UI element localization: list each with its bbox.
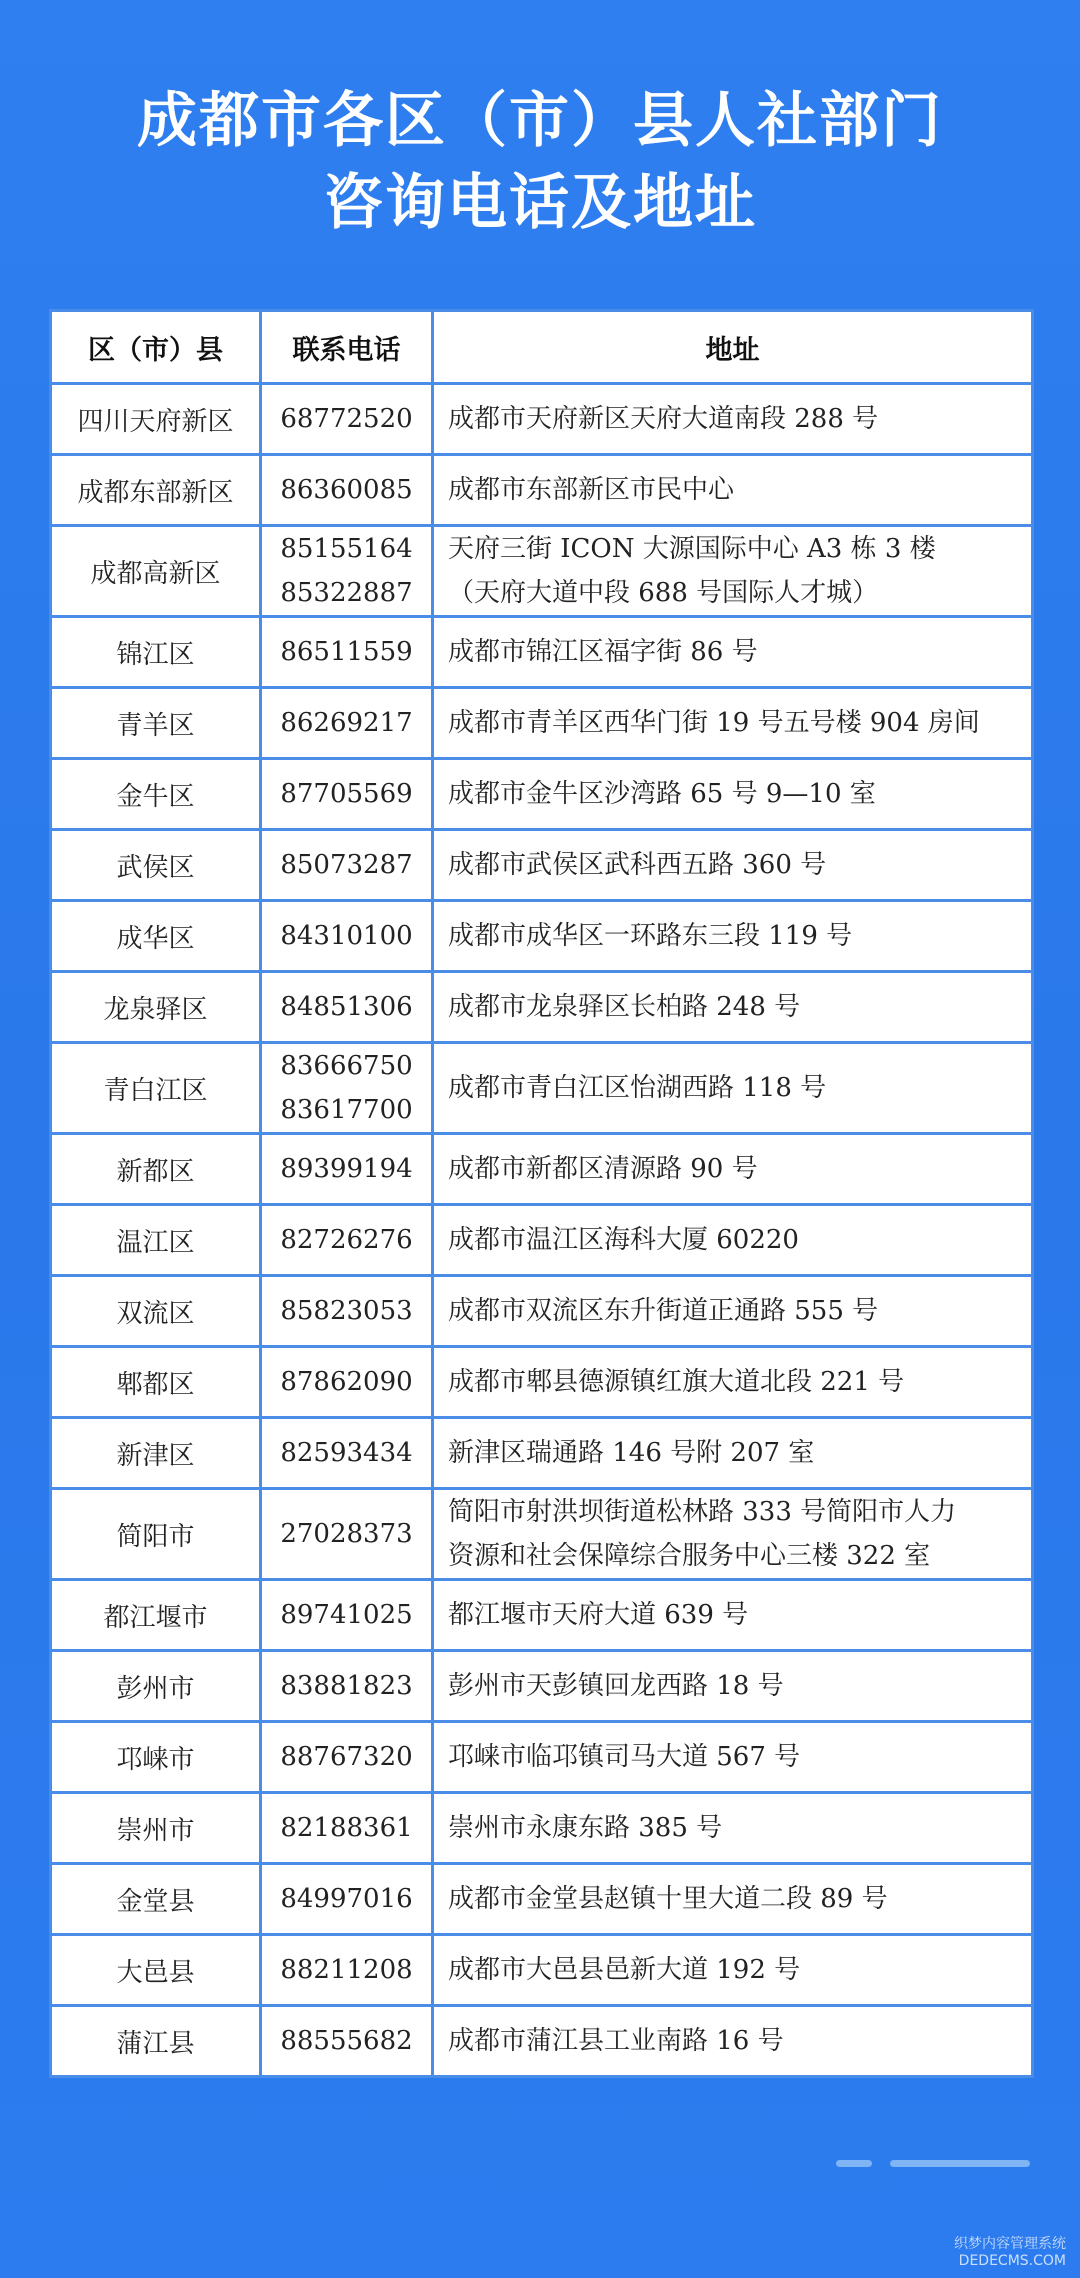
address-line: 成都市大邑县邑新大道 192 号: [448, 1955, 801, 1985]
phone-number: 88211208: [280, 1955, 413, 1985]
address-line: 成都市武侯区武科西五路 360 号: [448, 850, 827, 880]
address-cell: [433, 1864, 1033, 1935]
table-row: [51, 1205, 1033, 1276]
table-row: [51, 688, 1033, 759]
phone-cell: [261, 1489, 433, 1580]
phone-number: 86360085: [280, 475, 413, 505]
watermark: [954, 2236, 1066, 2270]
address-cell: [433, 526, 1033, 617]
phone-number: 85155164: [280, 534, 413, 564]
decor-dash-short: [836, 2160, 872, 2167]
phone-cell: [261, 1864, 433, 1935]
table-row: [51, 1793, 1033, 1864]
page-title: [0, 80, 1080, 244]
address-cell: [433, 384, 1033, 455]
address-cell: [433, 759, 1033, 830]
table-row: [51, 759, 1033, 830]
district-cell: 崇州市: [51, 1793, 261, 1864]
phone-number: 82188361: [280, 1813, 413, 1843]
address-line: 天府三街 ICON 大源国际中心 A3 栋 3 楼: [448, 534, 936, 564]
district-cell: 金堂县: [51, 1864, 261, 1935]
address-cell: [433, 1793, 1033, 1864]
address-line: 成都市金牛区沙湾路 65 号 9—10 室: [448, 779, 876, 809]
address-line: 新津区瑞通路 146 号附 207 室: [448, 1438, 815, 1468]
district-cell: 锦江区: [51, 617, 261, 688]
address-cell: [433, 1489, 1033, 1580]
address-line: 成都市锦江区福字街 86 号: [448, 637, 758, 667]
address-line: 成都市成华区一环路东三段 119 号: [448, 921, 853, 951]
district-cell: 青羊区: [51, 688, 261, 759]
phone-number: 82593434: [280, 1438, 413, 1468]
watermark-line-1: 织梦内容管理系统: [954, 2236, 1066, 2252]
contact-table: [49, 309, 1034, 2078]
phone-number: 86511559: [280, 637, 413, 667]
phone-cell: [261, 1793, 433, 1864]
phone-cell: [261, 1347, 433, 1418]
table-row: [51, 1043, 1033, 1134]
phone-number: 83617700: [280, 1095, 413, 1125]
table-row: [51, 455, 1033, 526]
table-row: [51, 1864, 1033, 1935]
address-cell: [433, 1043, 1033, 1134]
address-cell: [433, 617, 1033, 688]
phone-cell: [261, 1722, 433, 1793]
address-line: 崇州市永康东路 385 号: [448, 1813, 723, 1843]
phone-cell: [261, 1651, 433, 1722]
phone-cell: [261, 901, 433, 972]
district-cell: 成华区: [51, 901, 261, 972]
address-line: 邛崃市临邛镇司马大道 567 号: [448, 1742, 801, 1772]
address-line: 成都市双流区东升街道正通路 555 号: [448, 1296, 879, 1326]
table-body: [51, 384, 1033, 2077]
address-line: 成都市青白江区怡湖西路 118 号: [448, 1073, 827, 1103]
address-cell: [433, 1205, 1033, 1276]
address-cell: [433, 830, 1033, 901]
district-cell: 都江堰市: [51, 1580, 261, 1651]
decor-dash-long: [890, 2160, 1030, 2167]
address-cell: [433, 2006, 1033, 2077]
phone-number: 82726276: [280, 1225, 413, 1255]
address-line: 资源和社会保障综合服务中心三楼 322 室: [448, 1541, 931, 1571]
address-cell: [433, 1134, 1033, 1205]
phone-cell: [261, 617, 433, 688]
phone-cell: [261, 830, 433, 901]
table-row: [51, 1489, 1033, 1580]
phone-cell: [261, 1043, 433, 1134]
table-row: [51, 617, 1033, 688]
table-row: [51, 384, 1033, 455]
address-line: 成都市新都区清源路 90 号: [448, 1154, 758, 1184]
address-line: 彭州市天彭镇回龙西路 18 号: [448, 1671, 784, 1701]
address-line: 成都市郫县德源镇红旗大道北段 221 号: [448, 1367, 905, 1397]
phone-cell: [261, 972, 433, 1043]
phone-number: 68772520: [280, 404, 413, 434]
address-cell: [433, 1347, 1033, 1418]
phone-number: 88555682: [280, 2026, 413, 2056]
header-phone: 联系电话: [261, 311, 433, 384]
table-row: [51, 830, 1033, 901]
address-cell: [433, 1935, 1033, 2006]
address-cell: [433, 1722, 1033, 1793]
address-cell: [433, 688, 1033, 759]
table-row: [51, 972, 1033, 1043]
phone-cell: [261, 688, 433, 759]
phone-number: 87862090: [280, 1367, 413, 1397]
district-cell: 彭州市: [51, 1651, 261, 1722]
phone-number: 85823053: [280, 1296, 413, 1326]
phone-number: 89741025: [280, 1600, 413, 1630]
table-row: [51, 1134, 1033, 1205]
table-row: [51, 1722, 1033, 1793]
header-district: 区（市）县: [51, 311, 261, 384]
phone-cell: [261, 2006, 433, 2077]
district-cell: 新津区: [51, 1418, 261, 1489]
address-line: 成都市东部新区市民中心: [448, 475, 735, 505]
address-line: 简阳市射洪坝街道松林路 333 号简阳市人力: [448, 1497, 957, 1527]
address-line: 成都市蒲江县工业南路 16 号: [448, 2026, 784, 2056]
table-row: [51, 1935, 1033, 2006]
phone-cell: [261, 1418, 433, 1489]
district-cell: 大邑县: [51, 1935, 261, 2006]
title-line-2: 咨询电话及地址: [323, 168, 757, 238]
phone-cell: [261, 1276, 433, 1347]
phone-number: 88767320: [280, 1742, 413, 1772]
district-cell: 四川天府新区: [51, 384, 261, 455]
address-line: 成都市天府新区天府大道南段 288 号: [448, 404, 879, 434]
table-row: [51, 2006, 1033, 2077]
phone-cell: [261, 1935, 433, 2006]
district-cell: 金牛区: [51, 759, 261, 830]
district-cell: 双流区: [51, 1276, 261, 1347]
phone-number: 87705569: [280, 779, 413, 809]
phone-number: 83881823: [280, 1671, 413, 1701]
address-cell: [433, 1276, 1033, 1347]
address-cell: [433, 972, 1033, 1043]
phone-number: 27028373: [280, 1519, 413, 1549]
district-cell: 蒲江县: [51, 2006, 261, 2077]
phone-number: 89399194: [280, 1154, 413, 1184]
district-cell: 简阳市: [51, 1489, 261, 1580]
table-row: [51, 1276, 1033, 1347]
table-row: [51, 901, 1033, 972]
phone-cell: [261, 1580, 433, 1651]
address-cell: [433, 1418, 1033, 1489]
address-cell: [433, 901, 1033, 972]
district-cell: 温江区: [51, 1205, 261, 1276]
table-row: [51, 1580, 1033, 1651]
phone-cell: [261, 1205, 433, 1276]
phone-cell: [261, 1134, 433, 1205]
address-line: 成都市青羊区西华门街 19 号五号楼 904 房间: [448, 708, 980, 738]
phone-number: 83666750: [280, 1051, 413, 1081]
table-row: [51, 1418, 1033, 1489]
address-cell: [433, 1580, 1033, 1651]
phone-number: 84851306: [280, 992, 413, 1022]
phone-cell: [261, 526, 433, 617]
address-line: 成都市金堂县赵镇十里大道二段 89 号: [448, 1884, 888, 1914]
title-line-1: 成都市各区（市）县人社部门: [137, 86, 943, 156]
table-header-row: [51, 311, 1033, 384]
address-cell: [433, 1651, 1033, 1722]
header-address: 地址: [433, 311, 1033, 384]
phone-number: 84997016: [280, 1884, 413, 1914]
address-cell: [433, 455, 1033, 526]
phone-cell: [261, 455, 433, 526]
address-line: （天府大道中段 688 号国际人才城）: [448, 578, 879, 608]
phone-number: 86269217: [280, 708, 413, 738]
address-line: 成都市龙泉驿区长柏路 248 号: [448, 992, 801, 1022]
district-cell: 青白江区: [51, 1043, 261, 1134]
phone-number: 84310100: [280, 921, 413, 951]
phone-cell: [261, 384, 433, 455]
district-cell: 成都高新区: [51, 526, 261, 617]
phone-number: 85073287: [280, 850, 413, 880]
watermark-line-2: DEDECMS.COM: [958, 2253, 1066, 2269]
district-cell: 武侯区: [51, 830, 261, 901]
district-cell: 新都区: [51, 1134, 261, 1205]
district-cell: 郫都区: [51, 1347, 261, 1418]
phone-number: 85322887: [280, 578, 413, 608]
table-row: [51, 1651, 1033, 1722]
table-row: [51, 526, 1033, 617]
district-cell: 邛崃市: [51, 1722, 261, 1793]
district-cell: 龙泉驿区: [51, 972, 261, 1043]
district-cell: 成都东部新区: [51, 455, 261, 526]
table-row: [51, 1347, 1033, 1418]
address-line: 成都市温江区海科大厦 60220: [448, 1225, 799, 1255]
phone-cell: [261, 759, 433, 830]
address-line: 都江堰市天府大道 639 号: [448, 1600, 749, 1630]
